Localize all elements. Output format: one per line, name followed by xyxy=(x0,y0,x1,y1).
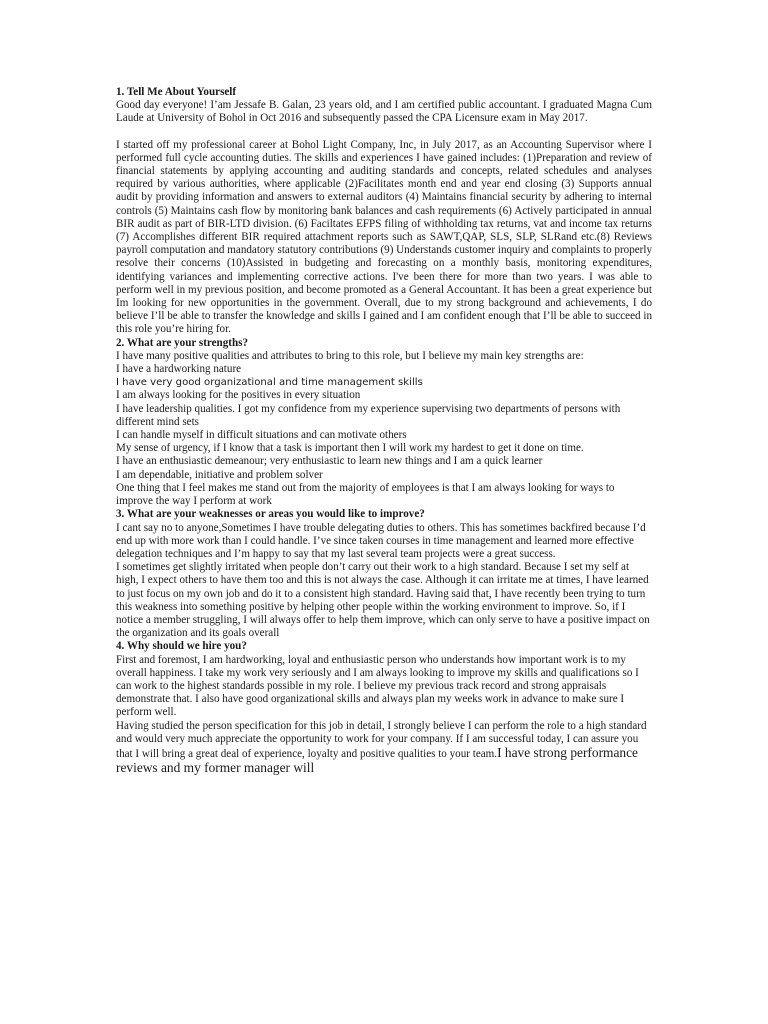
strength-item: My sense of urgency, if I know that a task is important then I will work my hardest to get it done on time. xyxy=(116,442,584,455)
section-2-heading: 2. What are your strengths? xyxy=(116,336,249,349)
section-4-paragraph-1: First and foremost, I am hardworking, loyal and enthusiastic person who understands how important work is to my overall happiness. I take my work very seriously and I am always looking to improve my skills and qualifications so I can work to the highest standards possible in my role. I believe my previous track record and strong appraisals demonstrate that. I also have good organizational skills and always plan my weeks work in advance to make sure I perform well. xyxy=(116,653,639,719)
strength-item: I am dependable, initiative and problem solver xyxy=(116,468,323,481)
strength-item: I have leadership qualities. I got my confidence from my experience supervising two departments of persons with different mind sets xyxy=(116,402,621,428)
paragraph-gap xyxy=(116,126,652,139)
strength-item: I have very good organizational and time management skills xyxy=(116,377,423,389)
section-4-paragraph-2 xyxy=(116,720,652,777)
section-3-paragraph-1: I cant say no to anyone,Sometimes I have trouble delegating duties to others. This has sometimes backfired because I’d end up with more work than I could handle. I’ve since taken courses in time management and learned more effective delegation techniques and I’m happy to say that my last several team projects were a great success. xyxy=(116,521,646,560)
section-3-paragraph-2: I sometimes get slightly irritated when people don’t carry out their work to a high standard. Because I set my self at high, I expect others to have them too and this is not always the case. Although it can irritate me at times, I have learned to just focus on my own job and do it to a consistent high standard. Having said that, I have recently been trying to turn this weakness into something positive by helping other people within the working environment to improve. So, if I notice a member struggling, I will always offer to help them improve, which can only serve to have a positive impact on the organization and its goals overall xyxy=(116,561,650,640)
section-4-paragraph-2-text: Having studied the person specification for this job in detail, I strongly believe I can perform the role to a high standard and would very much appreciate the opportunity to work for your company. If I am successful today, I can assure you that I will bring a great deal of experience, loyalty and positive qualities to your team. xyxy=(116,719,647,760)
strength-item: One thing that I feel makes me stand out from the majority of employees is that I am always looking for ways to improve the way I perform at work xyxy=(116,481,615,508)
strength-item: I can handle myself in difficult situations and can motivate others xyxy=(116,429,407,442)
section-3-heading: 3. What are your weaknesses or areas you would like to improve? xyxy=(116,508,425,521)
section-4-heading: 4. Why should we hire you? xyxy=(116,640,247,653)
section-1-heading: 1. Tell Me About Yourself xyxy=(116,86,237,98)
strength-item: I am always looking for the positives in every situation xyxy=(116,389,361,402)
section-2-intro: I have many positive qualities and attributes to bring to this role, but I believe my main key strengths are: xyxy=(116,349,584,362)
section-4-paragraph-2-tail: I have strong performance reviews and my former manager will xyxy=(116,744,638,776)
strength-item: I have an enthusiastic demeanour; very enthusiastic to learn new things and I am a quick learner xyxy=(116,455,543,468)
section-1-paragraph-1: Good day everyone! I’am Jessafe B. Galan, 23 years old, and I am certified public accountant. I graduated Magna Cum Laude at University of Bohol in Oct 2016 and subsequently passed the CPA Licensure exam in May 2017. xyxy=(116,99,652,125)
section-1-paragraph-2: I started off my professional career at Bohol Light Company, Inc, in July 2017, as an Accounting Supervisor where I performed full cycle accounting duties. The skills and experiences I have gained includes: (1)Preparation and review of financial statements by applying accounting and auditing standards and concepts, related schedules and analyses required by various authorities, where applicable (2)Facilitates month end and year end closing (3) Supports annual audit by providing information and answers to external auditors (4) Maintains financial security by adhering to internal controls (5) Maintains cash flow by monitoring bank balances and cash requirements (6) Actively participated in annual BIR audit as part of BIR-LTD division. (6) Faciltates EFPS filing of withholding tax returns, vat and income tax returns (7) Accomplishes different BIR required attachment reports such as SAWT,QAP, SLS, SLP, SLRand etc.(8) Reviews payroll computation and mandatory statutory contributions (9) Understands customer inquiry and complaints to properly resolve their concerns (10)Assisted in budgeting and forecasting on a monthly basis, monitoring expenditures, identifying variances and implementing corrective actions. I've been there for more than two years. I was able to perform well in my previous position, and become promoted as a General Accountant. It has been a great experience but Im looking for new opportunities in the government. Overall, due to my strong background and achievements, I do believe I’ll be able to transfer the knowledge and skills I gained and I am confident enough that I’ll be able to succeed in this role you’re hiring for. xyxy=(116,138,652,336)
strength-item: I have a hardworking nature xyxy=(116,363,242,376)
document-page xyxy=(116,86,652,776)
